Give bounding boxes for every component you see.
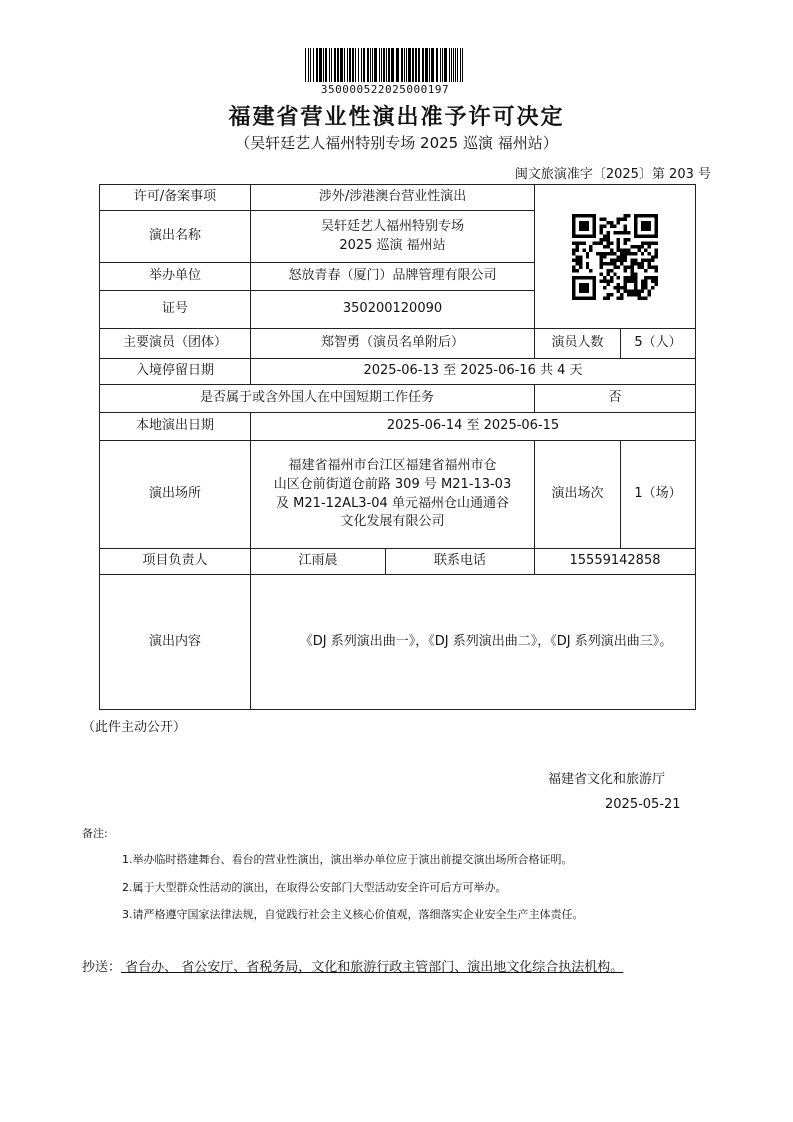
sessions-value: 1（场） [621,441,696,549]
permit-table [99,184,696,710]
local-date-label: 本地演出日期 [100,413,251,441]
performer-value: 郑智勇（演员名单附后） [251,329,535,359]
content-label: 演出内容 [100,575,251,710]
permit-type-value: 涉外/涉港澳台营业性演出 [251,185,535,211]
license-value: 350200120090 [251,291,535,329]
show-name-label: 演出名称 [100,211,251,263]
barcode-number: 350000522025000197 [320,83,450,96]
note-item: 1.举办临时搭建舞台、看台的营业性演出，演出举办单位应于演出前提交演出场所合格证明。 [122,853,573,866]
license-label: 证号 [100,291,251,329]
venue-line: 山区仓前街道仓前路 309 号 M21-13-03 [273,476,512,492]
content-value: 《DJ 系列演出曲一》，《DJ 系列演出曲二》，《DJ 系列演出曲三》。 [251,575,696,710]
performer-count-label: 演员人数 [535,329,621,359]
cc-recipients: 省台办、 省公安厅、省税务局，文化和旅游行政主管部门、演出地文化综合执法机构。 [121,960,624,975]
phone-value: 15559142858 [535,549,696,575]
document-number: 闽文旅演准字〔2025〕第 203 号 [514,167,711,182]
entry-date-value: 2025-06-13 至 2025-06-16 共 4 天 [251,359,696,385]
qr-code [572,214,658,300]
venue-label: 演出场所 [100,441,251,549]
document-subtitle: （吴轩廷艺人福州特别专场 2025 巡演 福州站） [235,134,558,152]
foreign-work-value: 否 [535,385,696,413]
foreign-work-label: 是否属于或含外国人在中国短期工作任务 [100,385,535,413]
sessions-label: 演出场次 [535,441,621,549]
note-item: 3.请严格遵守国家法律法规，自觉践行社会主义核心价值观，落细落实企业安全生产主体责任。 [122,908,584,921]
venue-line: 文化发展有限公司 [340,514,445,530]
show-name-line: 2025 巡演 福州站 [339,237,446,253]
issue-date: 2025-05-21 [605,797,681,812]
venue-value [251,441,535,549]
show-name-value [251,211,535,263]
notes-label: 备注: [82,827,108,840]
public-note: （此件主动公开） [82,720,187,735]
venue-line: 及 M21-12AL3-04 单元福州仓山通通谷 [276,495,509,511]
local-date-value: 2025-06-14 至 2025-06-15 [251,413,696,441]
entry-date-label: 入境停留日期 [100,359,251,385]
show-name-line: 吴轩廷艺人福州特别专场 [321,218,465,234]
qr-cell [535,185,696,329]
phone-label: 联系电话 [386,549,535,575]
organizer-value: 怒放青春（厦门）品牌管理有限公司 [251,263,535,291]
cc-label: 抄送： [82,960,122,975]
permit-type-label: 许可/备案事项 [100,185,251,211]
document-title: 福建省营业性演出准予许可决定 [228,105,565,130]
organizer-label: 举办单位 [100,263,251,291]
manager-label: 项目负责人 [100,549,251,575]
issuing-department: 福建省文化和旅游厅 [548,772,666,787]
manager-value: 江雨晨 [251,549,386,575]
performer-label: 主要演员（团体） [100,329,251,359]
note-item: 2.属于大型群众性活动的演出，在取得公安部门大型活动安全许可后方可举办。 [122,881,507,894]
cc-line [82,956,714,980]
performer-count-value: 5（人） [621,329,696,359]
venue-line: 福建省福州市台江区福建省福州市仓 [288,457,497,473]
barcode [305,48,465,82]
